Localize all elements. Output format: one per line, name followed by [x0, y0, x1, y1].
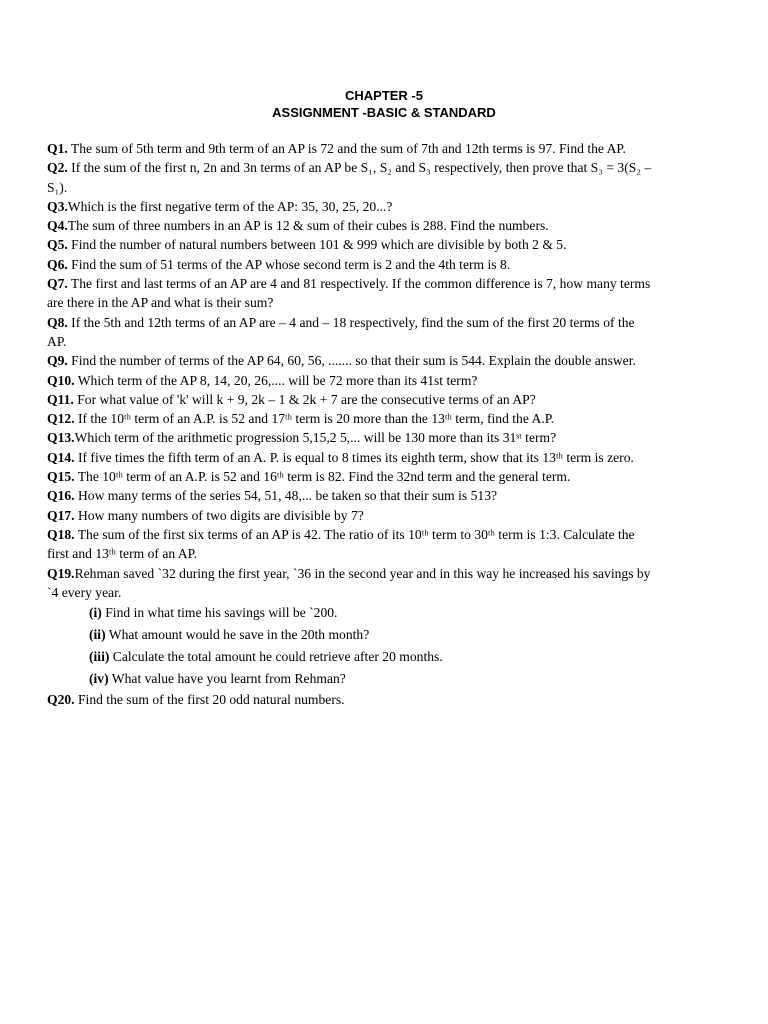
- question-12: Q12. If the 10ᵗʰ term of an A.P. is 52 and 17ᵗʰ term is 20 more than the 13ᵗʰ term, find the A.P.: [47, 411, 555, 427]
- assignment-title: ASSIGNMENT -BASIC & STANDARD: [272, 105, 496, 120]
- question-3: Q3.Which is the first negative term of the AP: 35, 30, 25, 20...?: [47, 198, 393, 214]
- question-19: Q19.Rehman saved `32 during the first year, `36 in the second year and in this way he increased his savings by `4 every year.: [47, 565, 651, 600]
- question-19-part-ii: (ii) What amount would he save in the 20th month?: [89, 627, 370, 643]
- question-19-part-iv: (iv) What value have you learnt from Rehman?: [89, 671, 346, 687]
- question-14: Q14. If five times the fifth term of an A. P. is equal to 8 times its eighth term, show that its 13ᵗʰ term is zero.: [47, 449, 634, 465]
- question-19-part-i: (i) Find in what time his savings will be `200.: [89, 605, 338, 621]
- question-1: Q1. The sum of 5th term and 9th term of an AP is 72 and the sum of 7th and 12th terms is 97. Find the AP.: [47, 141, 626, 156]
- question-2: Q2. If the sum of the first n, 2n and 3n terms of an AP be S₁, S₂ and S₃ respectively, then prove that S₃ = 3(S₂ – S₁).: [47, 160, 652, 195]
- chapter-title: CHAPTER -5: [344, 88, 423, 103]
- question-10: Q10. Which term of the AP 8, 14, 20, 26,.... will be 72 more than its 41st term?: [47, 372, 478, 388]
- question-list: [47, 139, 747, 709]
- question-11: Q11. For what value of 'k' will k + 9, 2k – 1 & 2k + 7 are the consecutive terms of an AP?: [47, 391, 536, 407]
- question-20: Q20. Find the sum of the first 20 odd natural numbers.: [47, 692, 345, 708]
- question-6: Q6. Find the sum of 51 terms of the AP whose second term is 2 and the 4th term is 8.: [47, 256, 511, 272]
- question-16: Q16. How many terms of the series 54, 51, 48,... be taken so that their sum is 513?: [47, 488, 498, 504]
- question-15: Q15. The 10ᵗʰ term of an A.P. is 52 and 16ᵗʰ term is 82. Find the 32nd term and the general term.: [47, 469, 571, 485]
- question-18: Q18. The sum of the first six terms of an AP is 42. The ratio of its 10ᵗʰ term to 30ᵗʰ term is 1:3. Calculate the first and 13ᵗʰ term of an AP.: [47, 526, 635, 562]
- question-7: Q7. The first and last terms of an AP are 4 and 81 respectively. If the common difference is 7, how many terms are there in the AP and what is their sum?: [47, 276, 651, 311]
- question-17: Q17. How many numbers of two digits are divisible by 7?: [47, 507, 364, 523]
- question-13: Q13.Which term of the arithmetic progression 5,15,2 5,... will be 130 more than its 31ˢᵗ term?: [47, 430, 557, 446]
- question-4: Q4.The sum of three numbers in an AP is 12 & sum of their cubes is 288. Find the numbers.: [47, 218, 549, 234]
- question-8: Q8. If the 5th and 12th terms of an AP are – 4 and – 18 respectively, find the sum of the first 20 terms of the AP.: [47, 314, 635, 349]
- question-19-part-iii: (iii) Calculate the total amount he could retrieve after 20 months.: [89, 649, 443, 665]
- question-5: Q5. Find the number of natural numbers between 101 & 999 which are divisible by both 2 & 5.: [47, 237, 567, 253]
- question-9: Q9. Find the number of terms of the AP 64, 60, 56, ....... so that their sum is 544. Explain the double answer.: [47, 353, 636, 369]
